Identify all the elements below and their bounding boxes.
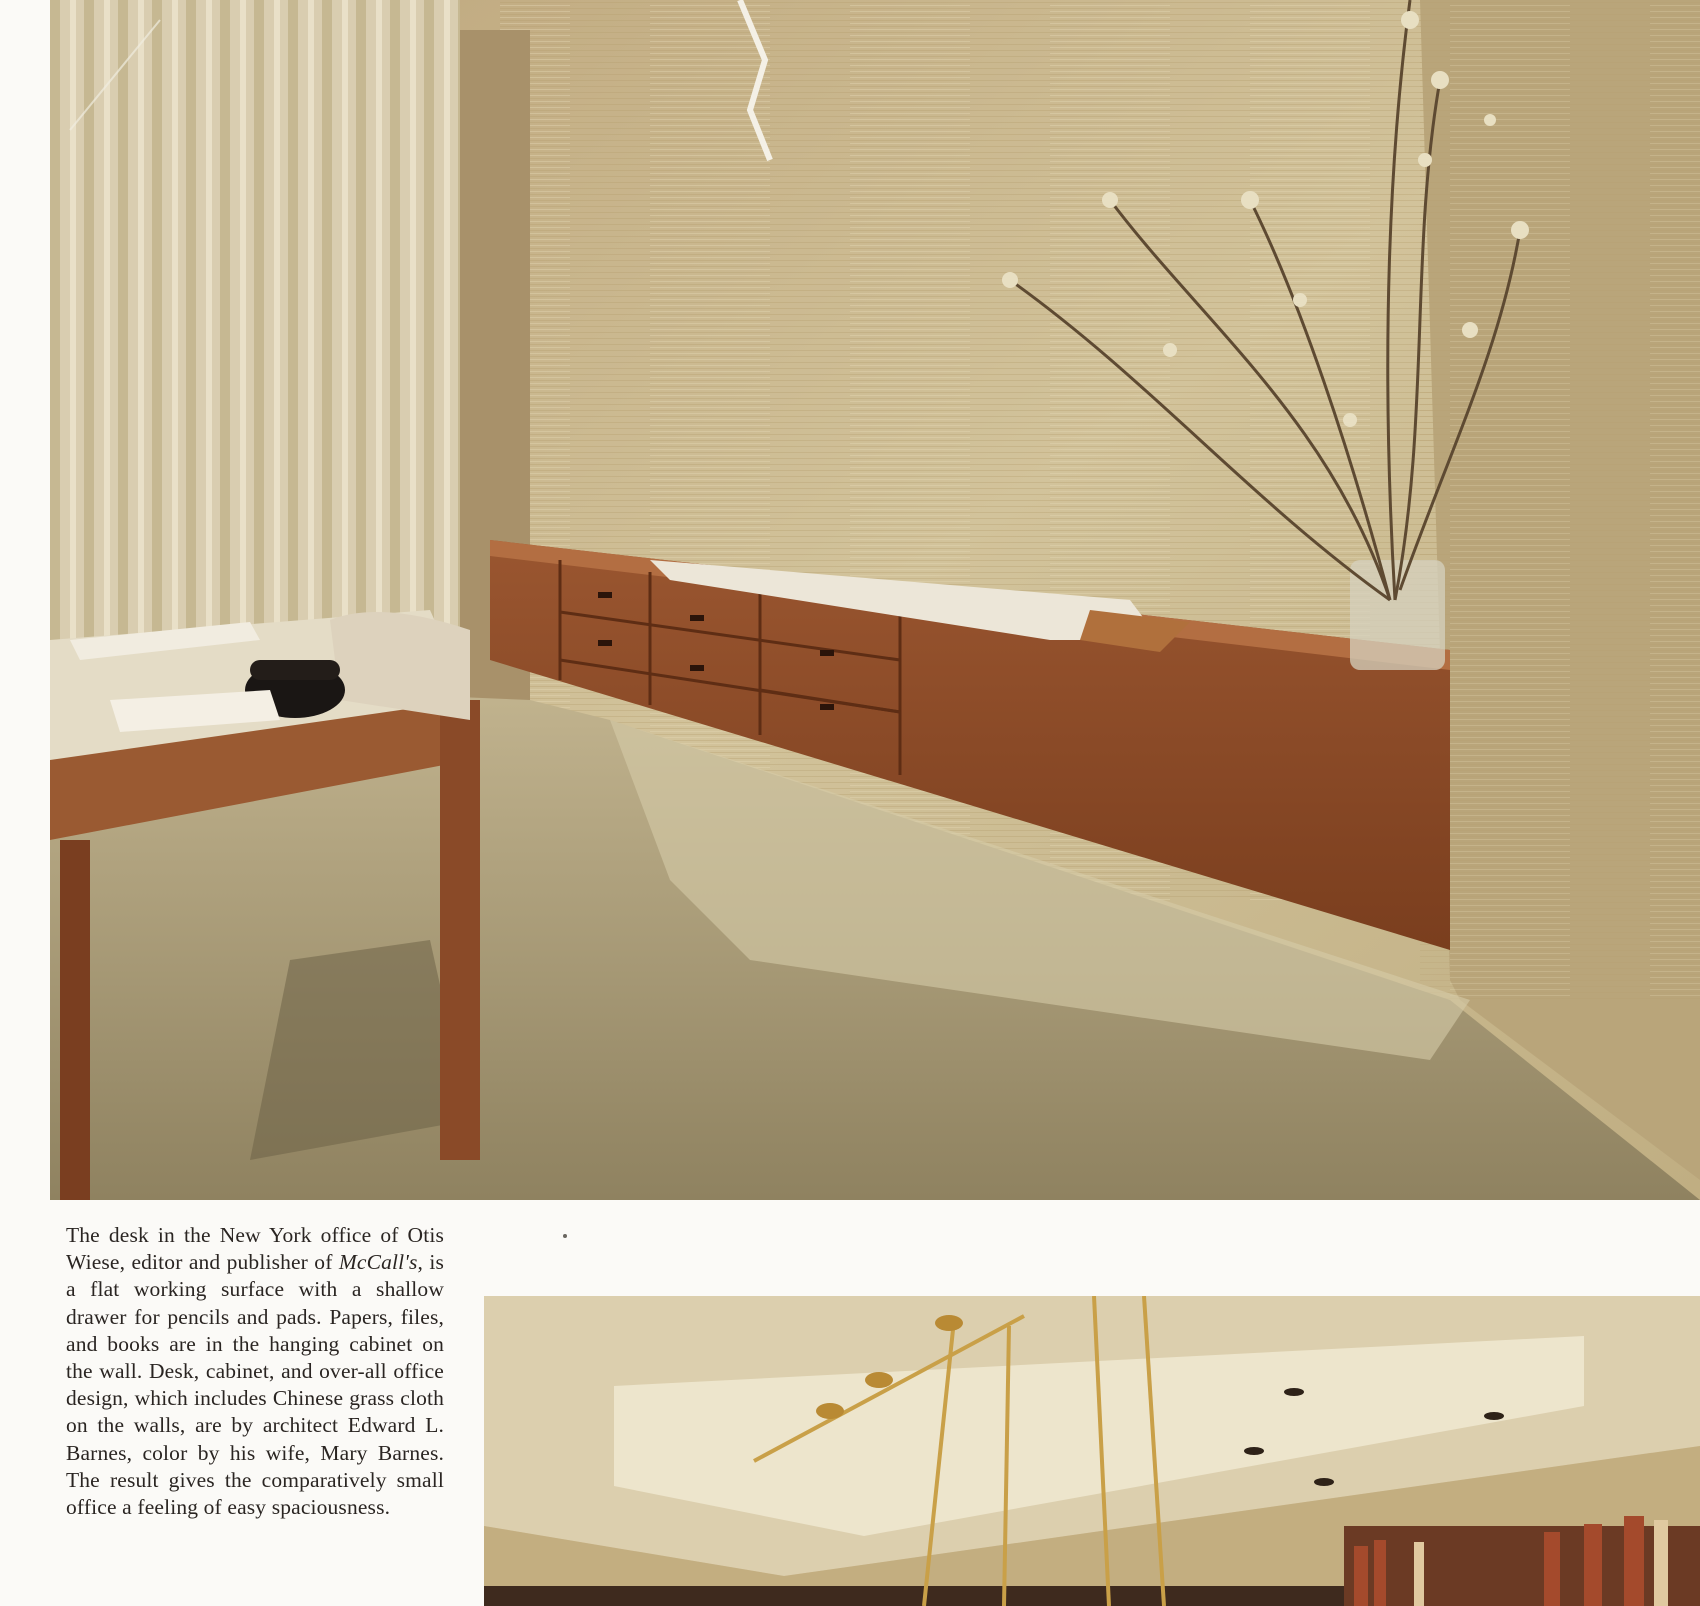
caption-text-start: The desk in the New York office of Otis Wiese, editor and publisher of bbox=[66, 1223, 444, 1275]
library-photo bbox=[484, 1296, 1700, 1606]
caption-text-end: , is a flat working surface with a shallow drawer for pencils and pads. Papers, files, and books are in the hanging cabinet on the wall. Desk, cabinet, and over-all office design, which includes Chinese grass cloth on the walls, are by architect Edward L. Barnes, color by his wife, Mary Barnes. The result gives the comparatively small office a feeling of easy spaciousness. bbox=[66, 1250, 444, 1520]
office-photo-illustration bbox=[50, 0, 1700, 1200]
caption-paragraph bbox=[66, 1222, 444, 1521]
library-photo-illustration bbox=[484, 1296, 1700, 1606]
office-photo bbox=[50, 0, 1700, 1200]
photo-caption bbox=[66, 1222, 444, 1521]
print-speck bbox=[563, 1234, 567, 1238]
caption-publication: McCall's bbox=[338, 1250, 418, 1275]
